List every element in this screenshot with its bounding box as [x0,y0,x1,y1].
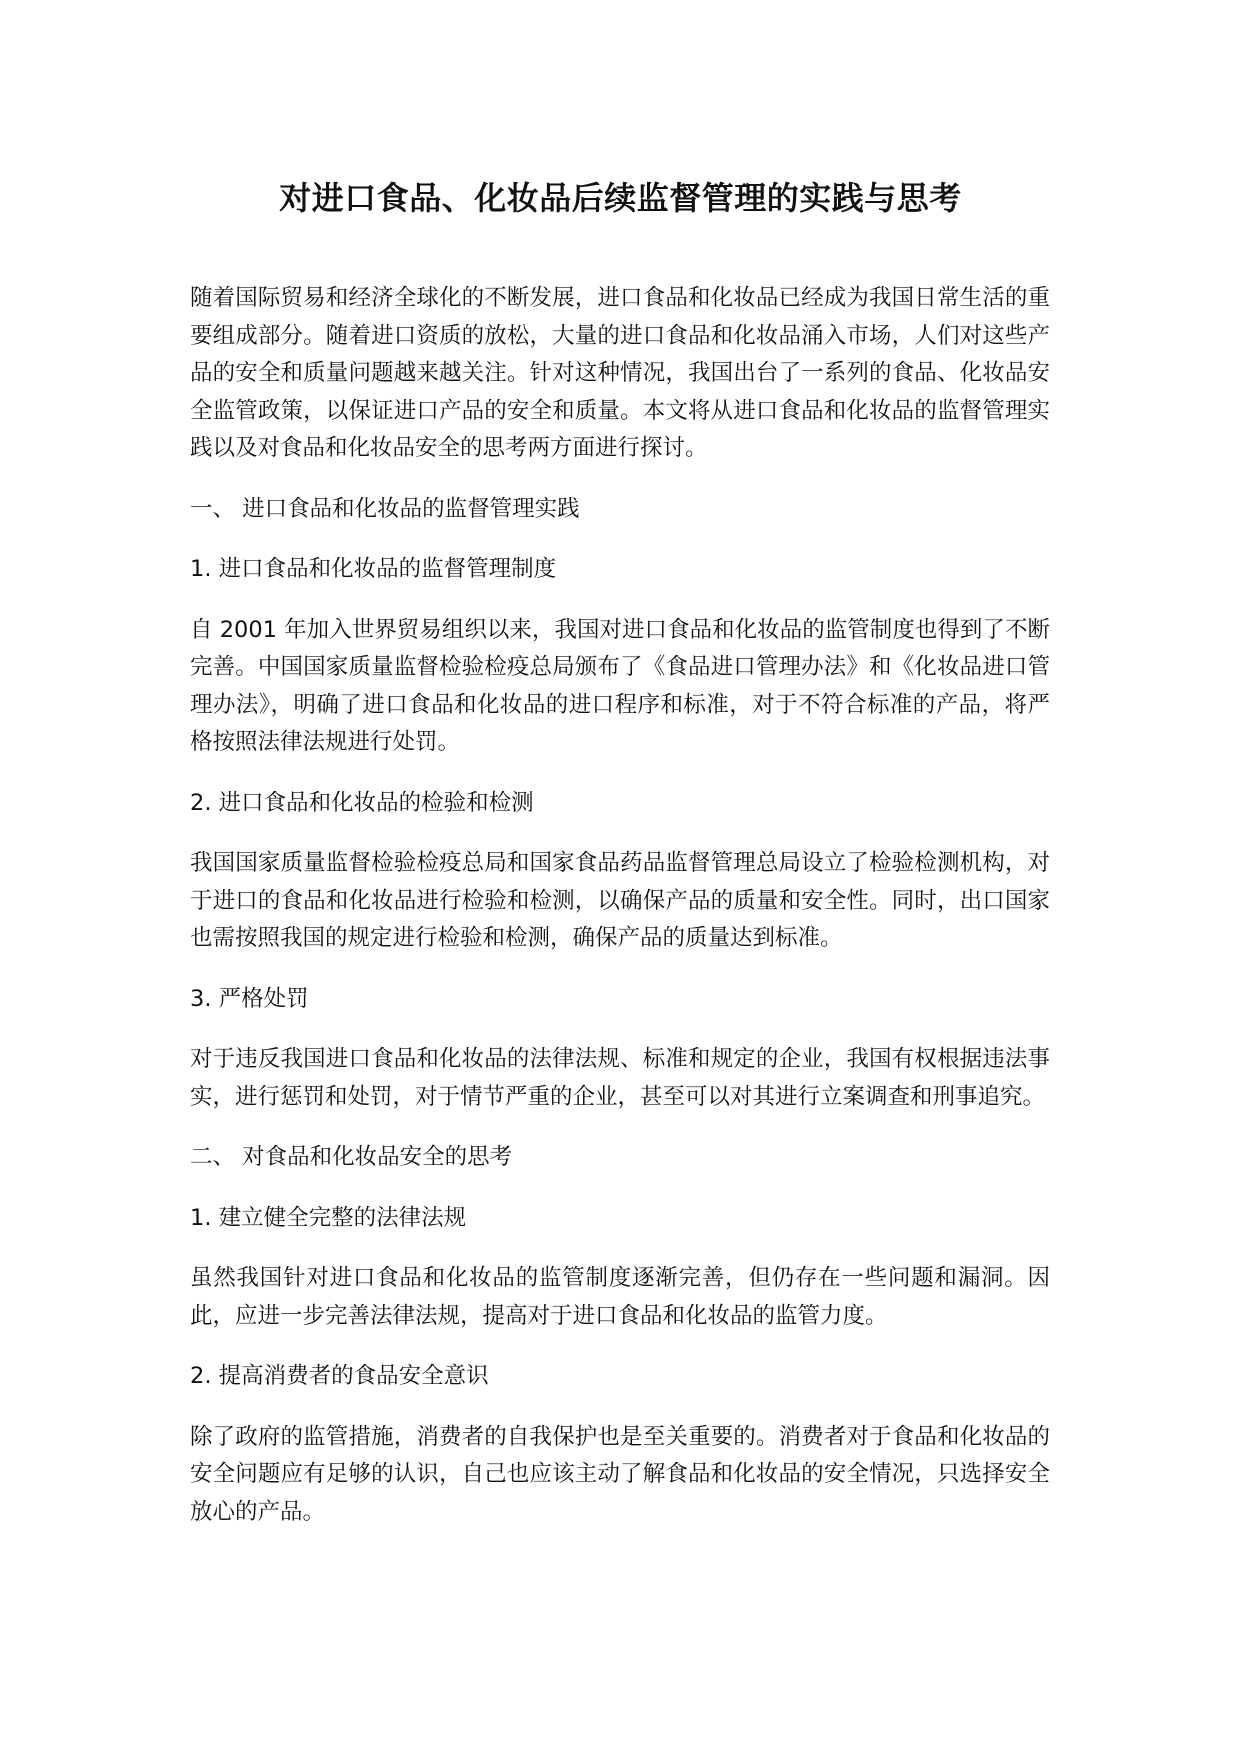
section-2-2-paragraph: 除了政府的监管措施，消费者的自我保护也是至关重要的。消费者对于食品和化妆品的安全问题应有足够的认识，自己也应该主动了解食品和化妆品的安全情况，只选择安全放心的产品。 [190,1423,1050,1525]
section-2-heading: 二、 对食品和化妆品安全的思考 [190,1144,513,1170]
section-1-1-heading: 1. 进口食品和化妆品的监督管理制度 [190,556,557,582]
document-title: 对进口食品、化妆品后续监督管理的实践与思考 [279,179,962,217]
intro-paragraph: 随着国际贸易和经济全球化的不断发展，进口食品和化妆品已经成为我国日常生活的重要组成部分。随着进口资质的放松，大量的进口食品和化妆品涌入市场，人们对这些产品的安全和质量问题越来越关注。针对这种情况，我国出台了一系列的食品、化妆品安全监管政策，以保证进口产品的安全和质量。本文将从进口食品和化妆品的监督管理实践以及对食品和化妆品安全的思考两方面进行探讨。 [190,285,1050,461]
section-1-3-heading: 3. 严格处罚 [190,985,309,1012]
section-1-1-paragraph: 自 2001 年加入世界贸易组织以来，我国对进口食品和化妆品的监管制度也得到了不断完善。中国国家质量监督检验检疫总局颁布了《食品进口管理办法》和《化妆品进口管理办法》，明确了进口食品和化妆品的进口程序和标准，对于不符合标准的产品，将严格按照法律法规进行处罚。 [190,616,1050,755]
section-1-2-paragraph: 我国国家质量监督检验检疫总局和国家食品药品监督管理总局设立了检验检测机构，对于进口的食品和化妆品进行检验和检测，以确保产品的质量和安全性。同时，出口国家也需按照我国的规定进行检验和检测，确保产品的质量达到标准。 [190,850,1050,951]
document-body [190,280,1050,1554]
section-2-2-heading: 2. 提高消费者的食品安全意识 [190,1363,489,1389]
section-2-1-heading: 1. 建立健全完整的法律法规 [190,1204,467,1231]
section-1-3-paragraph: 对于违反我国进口食品和化妆品的法律法规、标准和规定的企业，我国有权根据违法事实，进行惩罚和处罚，对于情节严重的企业，甚至可以对其进行立案调查和刑事追究。 [190,1046,1050,1110]
section-1-heading: 一、 进口食品和化妆品的监督管理实践 [190,495,580,522]
section-2-1-paragraph: 虽然我国针对进口食品和化妆品的监管制度逐渐完善，但仍存在一些问题和漏洞。因此，应进一步完善法律法规，提高对于进口食品和化妆品的监管力度。 [190,1265,1050,1329]
section-1-2-heading: 2. 进口食品和化妆品的检验和检测 [190,789,534,816]
